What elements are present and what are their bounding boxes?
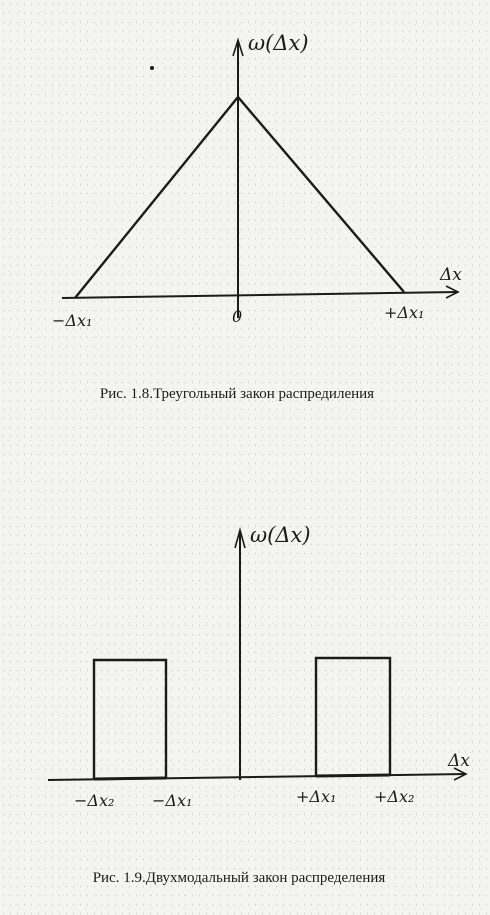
bimodal-distribution-diagram [0,500,490,840]
tick-label-plus-dx1: +Δx₁ [296,787,337,806]
tick-label-plus-dx2: +Δx₂ [374,787,415,806]
y-axis-label: ω(Δx) [250,523,311,547]
x-axis-label: Δx [448,751,470,771]
triangular-distribution-diagram [0,0,490,360]
speck [150,66,154,70]
x-axis-label: Δx [440,265,462,285]
figure-caption-1-8: Рис. 1.8.Треугольный закон распредиления [99,386,375,402]
tick-label-minus-dx1: −Δx₁ [52,311,93,330]
tick-label-plus-dx1: +Δx₁ [384,303,425,322]
right-rectangle-mode [316,658,390,776]
triangle-density-curve [75,97,404,298]
tick-label-minus-dx1: −Δx₁ [152,791,193,810]
x-axis [62,292,458,298]
figure-caption-1-9: Рис. 1.9.Двухмодальный закон распределения [92,870,386,886]
tick-label-origin: 0 [232,307,243,326]
left-rectangle-mode [94,660,166,779]
left-rectangle-base [94,778,166,779]
right-rectangle-base [316,775,390,776]
y-axis-label: ω(Δx) [248,31,309,55]
tick-label-minus-dx2: −Δx₂ [74,791,115,810]
